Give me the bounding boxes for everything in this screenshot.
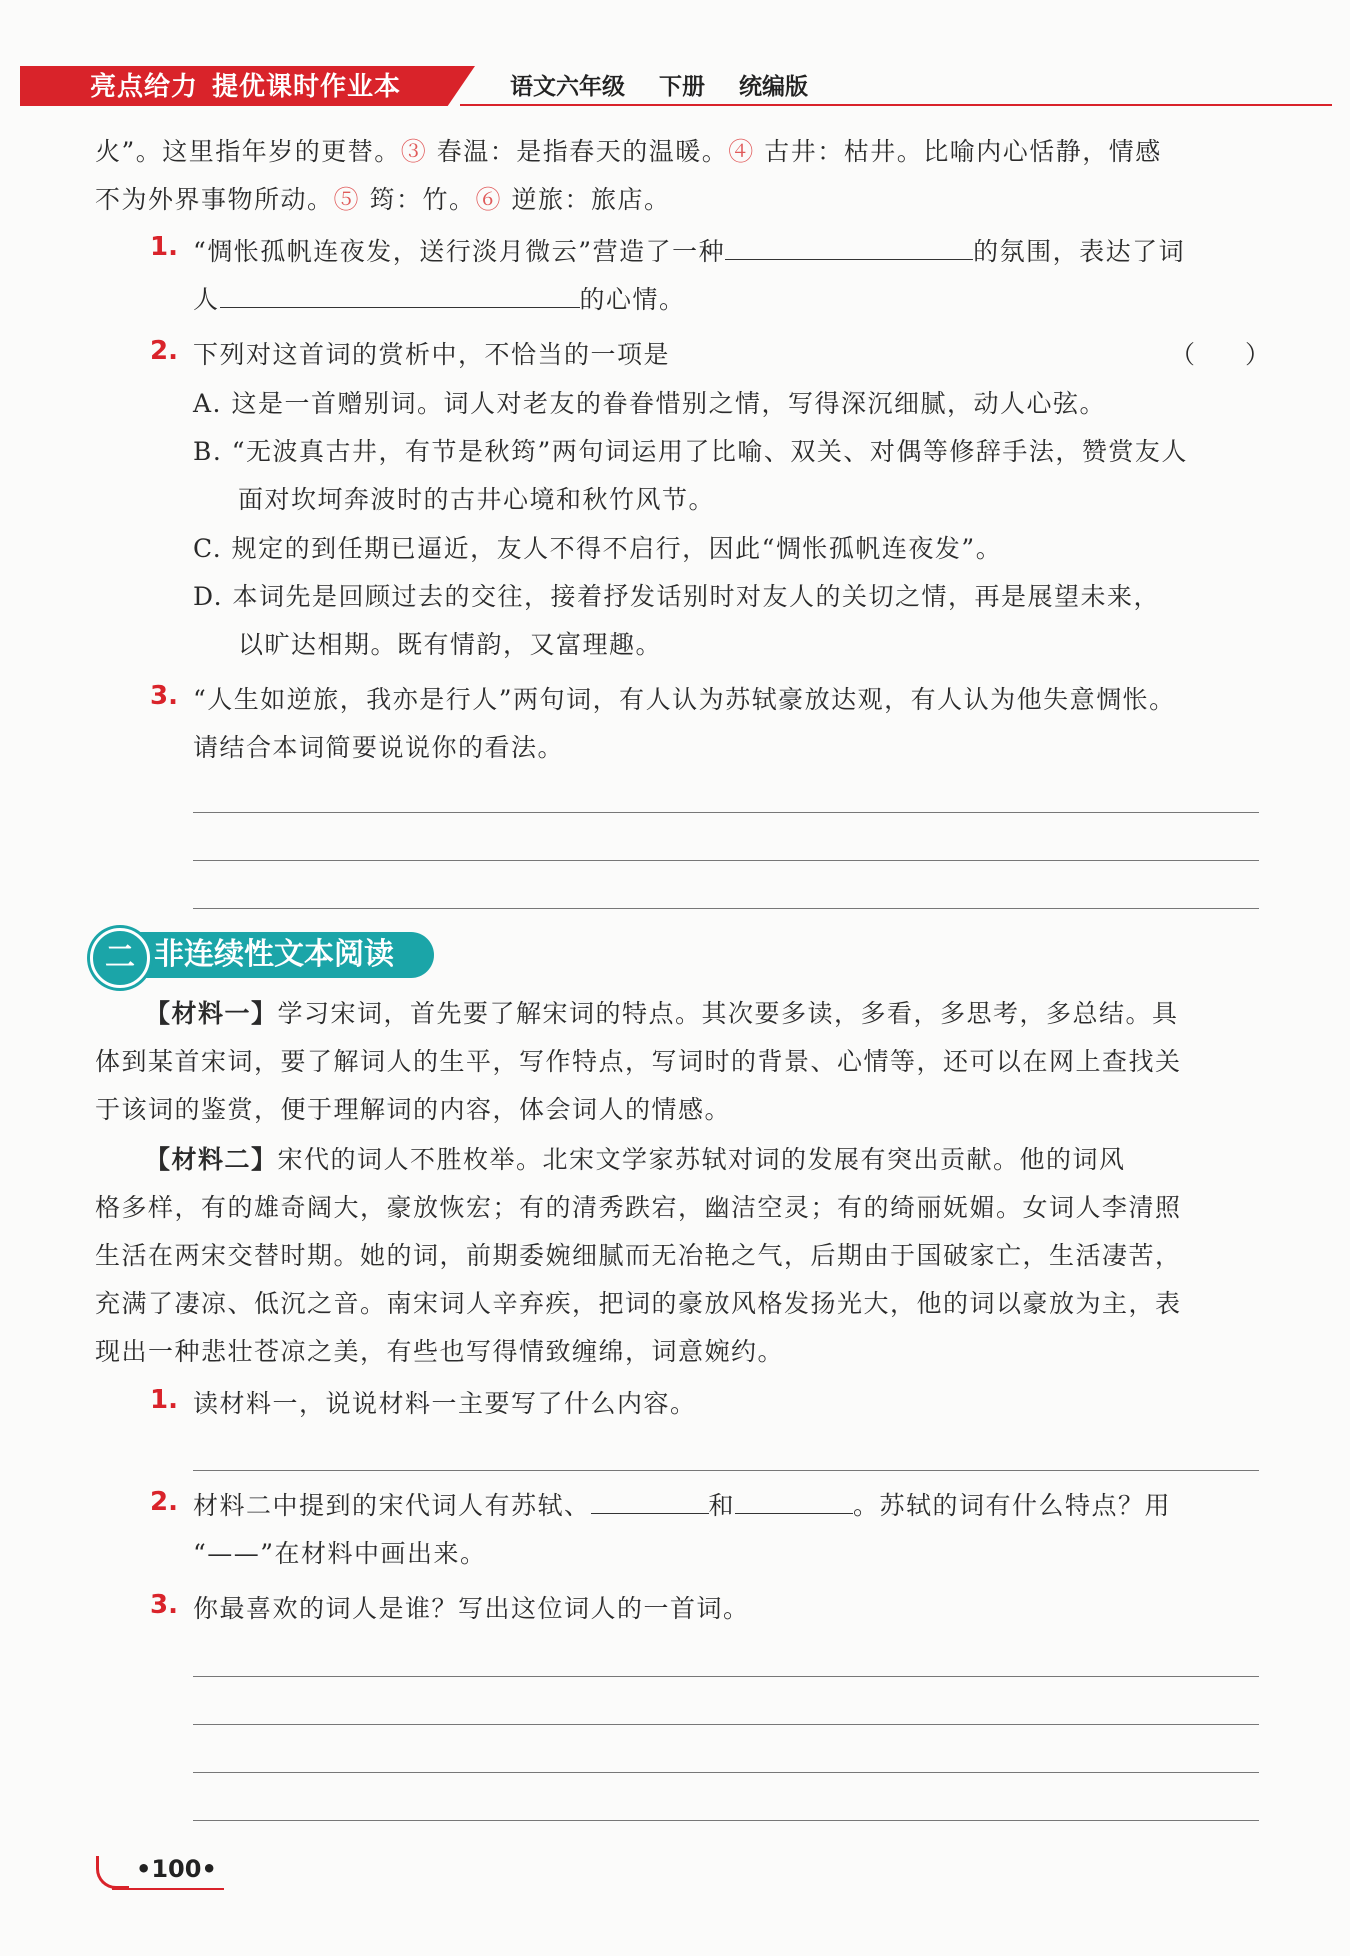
header-rule bbox=[460, 104, 1332, 106]
note-marker-4: ④ bbox=[728, 137, 755, 166]
material-2-line-5: 现出一种悲壮苍凉之美，有些也写得情致缠绵，词意婉约。 bbox=[95, 1337, 785, 1366]
note-text: 不为外界事物所动。 bbox=[95, 185, 334, 214]
answer-line[interactable] bbox=[193, 1820, 1259, 1821]
option-c: C. 规定的到任期已逼近，友人不得不启行，因此“惆怅孤帆连夜发”。 bbox=[193, 534, 1003, 563]
question-text: 人 bbox=[193, 285, 220, 314]
question-number: 2. bbox=[150, 1487, 178, 1517]
page-footer bbox=[96, 1852, 236, 1892]
answer-parentheses[interactable]: （ ） bbox=[1170, 340, 1271, 369]
material-1-line-3: 于该词的鉴赏，便于理解词的内容，体会词人的情感。 bbox=[95, 1095, 732, 1124]
question-text: 。苏轼的词有什么特点？用 bbox=[853, 1491, 1172, 1520]
section-number: 二 bbox=[90, 928, 150, 988]
part2-question-2-line-1 bbox=[193, 1482, 1171, 1530]
material-text: 学习宋词，首先要了解宋词的特点。其次要多读，多看，多思考，多总结。具 bbox=[277, 999, 1179, 1028]
question-number: 3. bbox=[150, 681, 178, 711]
section-title: 非连续性文本阅读 bbox=[154, 937, 394, 972]
option-a: A. 这是一首赠别词。词人对老友的眷眷惜别之情，写得深沉细腻，动人心弦。 bbox=[193, 389, 1106, 418]
page-number: •100• bbox=[136, 1855, 217, 1883]
question-number: 2. bbox=[150, 336, 178, 366]
question-3-line-1: “人生如逆旅，我亦是行人”两句词，有人认为苏轼豪放达观，有人认为他失意惆怅。 bbox=[193, 685, 1176, 714]
material-2-line-3: 生活在两宋交替时期。她的词，前期委婉细腻而无冶艳之气，后期由于国破家亡，生活凄苦， bbox=[95, 1241, 1182, 1270]
question-text: “惆怅孤帆连夜发，送行淡月微云”营造了一种 bbox=[193, 237, 726, 266]
material-2-line-4: 充满了凄凉、低沉之音。南宋词人辛弃疾，把词的豪放风格发扬光大，他的词以豪放为主，表 bbox=[95, 1289, 1182, 1318]
answer-line[interactable] bbox=[193, 1470, 1259, 1471]
page-header bbox=[20, 66, 1332, 108]
note-text: 春温：是指春天的温暖。 bbox=[436, 137, 729, 166]
answer-line[interactable] bbox=[193, 1772, 1259, 1773]
notes-line-2 bbox=[95, 176, 670, 224]
material-1-line-1 bbox=[145, 990, 1179, 1038]
question-1-line-2 bbox=[193, 276, 686, 324]
question-number: 3. bbox=[150, 1590, 178, 1620]
part2-question-2-line-2: “——”在材料中画出来。 bbox=[193, 1539, 487, 1568]
part2-question-3: 你最喜欢的词人是谁？写出这位词人的一首词。 bbox=[193, 1594, 750, 1623]
brand-name: 亮点给力 bbox=[90, 72, 199, 102]
option-b-line-2: 面对坎坷奔波时的古井心境和秋竹风节。 bbox=[238, 485, 716, 514]
brand-title bbox=[90, 70, 401, 104]
part2-question-1: 读材料一，说说材料一主要写了什么内容。 bbox=[193, 1389, 697, 1418]
answer-line[interactable] bbox=[193, 908, 1259, 909]
series-name: 提优课时作业本 bbox=[212, 72, 402, 102]
question-number: 1. bbox=[150, 232, 178, 262]
question-1-line-1 bbox=[193, 228, 1185, 276]
answer-blank[interactable] bbox=[220, 285, 580, 308]
material-1-line-2: 体到某首宋词，要了解词人的生平，写作特点，写词时的背景、心情等，还可以在网上查找关 bbox=[95, 1047, 1182, 1076]
question-text: 和 bbox=[708, 1491, 736, 1520]
volume: 下册 bbox=[659, 74, 706, 100]
answer-blank[interactable] bbox=[725, 237, 973, 260]
option-b-line-1: B. “无波真古井，有节是秋筠”两句词运用了比喻、双关、对偶等修辞手法，赞赏友人 bbox=[193, 437, 1188, 466]
material-text: 宋代的词人不胜枚举。北宋文学家苏轼对词的发展有突出贡献。他的词风 bbox=[277, 1145, 1126, 1174]
notes-line-1 bbox=[95, 128, 1162, 176]
answer-line[interactable] bbox=[193, 1676, 1259, 1677]
subject-grade: 语文六年级 bbox=[510, 74, 625, 100]
material-2-line-1 bbox=[145, 1136, 1126, 1184]
section-banner bbox=[90, 930, 440, 980]
edition: 统编版 bbox=[739, 74, 809, 100]
option-d-line-2: 以旷达相期。既有情韵，又富理趣。 bbox=[238, 630, 663, 659]
note-marker-5: ⑤ bbox=[333, 185, 361, 214]
answer-line[interactable] bbox=[193, 1724, 1259, 1725]
question-3-line-2: 请结合本词简要说说你的看法。 bbox=[193, 733, 565, 762]
answer-blank[interactable] bbox=[591, 1491, 709, 1514]
note-text: 逆旅：旅店。 bbox=[511, 185, 671, 214]
question-text: 材料二中提到的宋代词人有苏轼、 bbox=[193, 1491, 591, 1520]
answer-line[interactable] bbox=[193, 860, 1259, 861]
note-marker-3: ③ bbox=[400, 137, 428, 166]
question-2-stem: 下列对这首词的赏析中，不恰当的一项是 bbox=[193, 340, 671, 369]
footer-ornament bbox=[96, 1856, 129, 1889]
question-text: 的氛围，表达了词 bbox=[973, 237, 1186, 266]
material-label: 【材料一】 bbox=[145, 999, 278, 1028]
material-2-line-2: 格多样，有的雄奇阔大，豪放恢宏；有的清秀跌宕，幽洁空灵；有的绮丽妩媚。女词人李清照 bbox=[95, 1193, 1182, 1222]
question-number: 1. bbox=[150, 1385, 178, 1415]
note-text: 筠：竹。 bbox=[369, 185, 476, 214]
note-text: 火”。这里指年岁的更替。 bbox=[95, 137, 401, 166]
material-label: 【材料二】 bbox=[145, 1145, 278, 1174]
note-text: 古井：枯井。比喻内心恬静，情感 bbox=[764, 137, 1162, 166]
footer-rule bbox=[112, 1888, 224, 1890]
option-d-line-1: D. 本词先是回顾过去的交往，接着抒发话别时对友人的关切之情，再是展望未来， bbox=[193, 582, 1161, 611]
answer-blank[interactable] bbox=[735, 1491, 853, 1514]
answer-line[interactable] bbox=[193, 812, 1259, 813]
question-text: 的心情。 bbox=[579, 285, 686, 314]
note-marker-6: ⑥ bbox=[475, 185, 503, 214]
book-info bbox=[510, 72, 834, 102]
